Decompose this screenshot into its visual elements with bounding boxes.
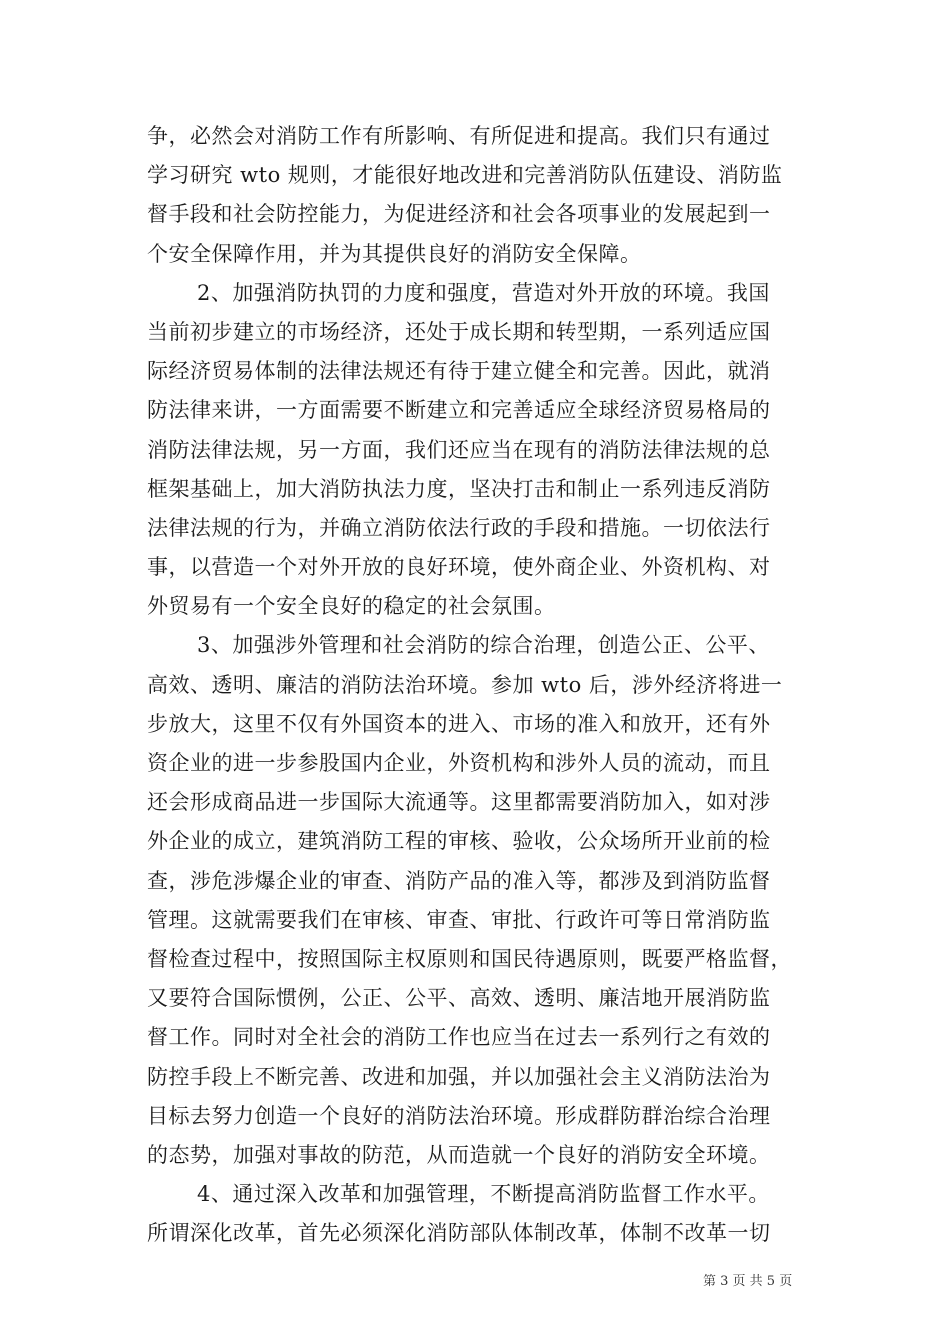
- body-text: [147, 117, 809, 1253]
- text-line: 外贸易有一个安全良好的稳定的社会氛围。: [147, 594, 556, 619]
- text-line: 所谓深化改革，首先必须深化消防部队体制改革，体制不改革一切: [147, 1221, 771, 1246]
- text-line: 督手段和社会防控能力，为促进经济和社会各项事业的发展起到一: [147, 202, 771, 227]
- text-line: 当前初步建立的市场经济，还处于成长期和转型期，一系列适应国: [147, 319, 771, 344]
- text-line: 的态势，加强对事故的防范，从而造就一个良好的消防安全环境。: [147, 1142, 771, 1167]
- text-line: 查，涉危涉爆企业的审查、消防产品的准入等，都涉及到消防监督: [147, 868, 771, 893]
- text-line: 消防法律法规，另一方面，我们还应当在现有的消防法律法规的总: [147, 437, 771, 462]
- text-line: 又要符合国际惯例，公正、公平、高效、透明、廉洁地开展消防监: [147, 986, 771, 1011]
- page-number-footer: 第 3 页 共 5 页: [703, 1274, 793, 1289]
- text-line: 个安全保障作用，并为其提供良好的消防安全保障。: [147, 241, 642, 266]
- text-line: 防控手段上不断完善、改进和加强，并以加强社会主义消防法治为: [147, 1064, 771, 1089]
- text-line: 督检查过程中，按照国际主权原则和国民待遇原则，既要严格监督，: [147, 946, 792, 971]
- paragraph-start-line: 4、通过深入改革和加强管理，不断提高消防监督工作水平。: [197, 1182, 770, 1207]
- text-line: 还会形成商品进一步国际大流通等。这里都需要消防加入，如对涉: [147, 790, 771, 815]
- text-line: 目标去努力创造一个良好的消防法治环境。形成群防群治综合治理: [147, 1103, 771, 1128]
- text-line: 际经济贸易体制的法律法规还有待于建立健全和完善。因此，就消: [147, 359, 771, 384]
- text-line: 事，以营造一个对外开放的良好环境，使外商企业、外资机构、对: [147, 555, 771, 580]
- text-line: 督工作。同时对全社会的消防工作也应当在过去一系列行之有效的: [147, 1025, 771, 1050]
- text-line: 外企业的成立，建筑消防工程的审核、验收，公众场所开业前的检: [147, 829, 771, 854]
- text-line: 争，必然会对消防工作有所影响、有所促进和提高。我们只有通过: [147, 124, 771, 148]
- paragraph-start-line: 3、加强涉外管理和社会消防的综合治理，创造公正、公平、: [197, 633, 770, 658]
- paragraph-start-line: 2、加强消防执罚的力度和强度，营造对外开放的环境。我国: [197, 280, 770, 305]
- text-line: 学习研究 wto 规则，才能很好地改进和完善消防队伍建设、消防监: [147, 163, 783, 188]
- text-line: 法律法规的行为，并确立消防依法行政的手段和措施。一切依法行: [147, 515, 771, 540]
- text-line: 高效、透明、廉洁的消防法治环境。参加 wto 后，涉外经济将进一: [147, 672, 783, 697]
- text-line: 防法律来讲，一方面需要不断建立和完善适应全球经济贸易格局的: [147, 398, 771, 423]
- text-line: 管理。这就需要我们在审核、审查、审批、行政许可等日常消防监: [147, 907, 771, 932]
- text-line: 框架基础上，加大消防执法力度，坚决打击和制止一系列违反消防: [147, 476, 771, 501]
- text-line: 步放大，这里不仅有外国资本的进入、市场的准入和放开，还有外: [147, 711, 771, 736]
- text-line: 资企业的进一步参股国内企业，外资机构和涉外人员的流动，而且: [147, 751, 771, 775]
